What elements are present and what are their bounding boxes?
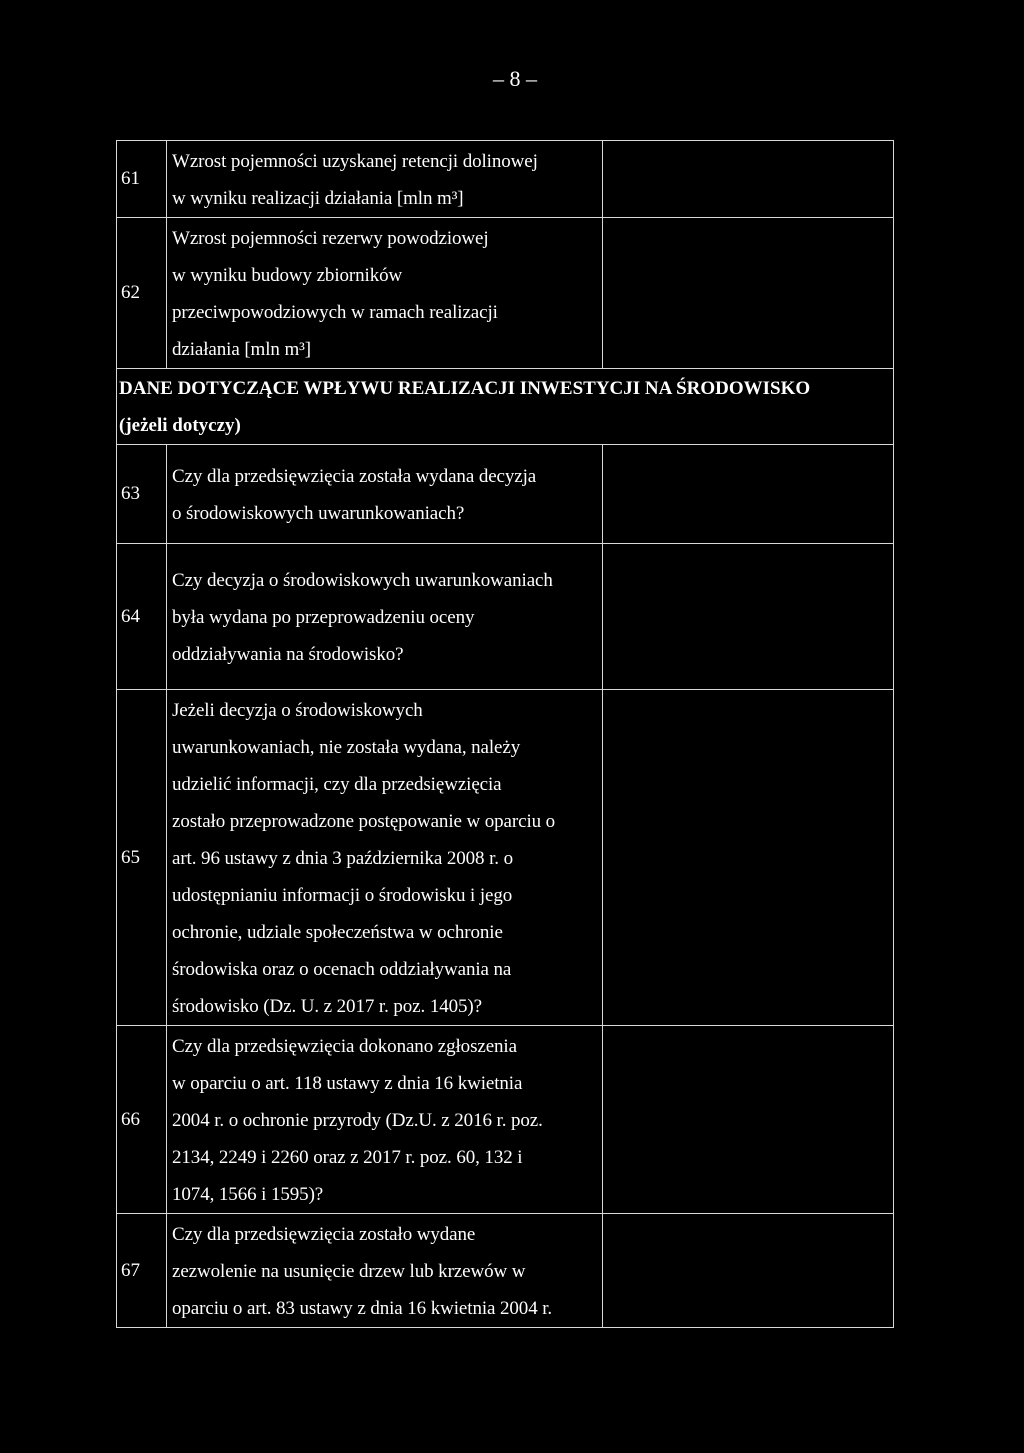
question-line: przeciwpowodziowych w ramach realizacji — [172, 302, 498, 323]
question-cell — [167, 445, 603, 544]
question-line: ochronie, udziale społeczeństwa w ochronie — [172, 922, 503, 943]
question-line: art. 96 ustawy z dnia 3 października 2008 r. o — [172, 848, 513, 869]
question-line: środowiska oraz o ocenach oddziaływania na — [172, 959, 512, 980]
question-cell — [167, 141, 603, 218]
answer-cell[interactable] — [603, 1214, 894, 1328]
question-cell — [167, 218, 603, 369]
question-line: była wydana po przeprowadzeniu oceny — [172, 607, 475, 628]
question-line: oparciu o art. 83 ustawy z dnia 16 kwietnia 2004 r. — [172, 1298, 553, 1319]
table-row-64 — [117, 544, 894, 690]
page-number: – 8 – — [493, 66, 537, 91]
question-line: Czy dla przedsięwzięcia dokonano zgłoszenia — [172, 1036, 517, 1057]
question-line: oddziaływania na środowisko? — [172, 644, 404, 665]
question-cell — [167, 690, 603, 1026]
question-line: o środowiskowych uwarunkowaniach? — [172, 503, 465, 524]
question-line: Czy dla przedsięwzięcia zostało wydane — [172, 1224, 476, 1245]
row-number: 67 — [117, 1214, 167, 1328]
section-subtitle: (jeżeli dotyczy) — [119, 415, 241, 436]
row-number: 61 — [117, 141, 167, 218]
question-line: działania [mln m³] — [172, 339, 311, 360]
question-line: Czy dla przedsięwzięcia została wydana decyzja — [172, 466, 537, 487]
row-number: 66 — [117, 1026, 167, 1214]
question-line: Jeżeli decyzja o środowiskowych — [172, 700, 423, 721]
question-cell — [167, 1026, 603, 1214]
question-line: środowisko (Dz. U. z 2017 r. poz. 1405)? — [172, 996, 482, 1017]
table-row-67 — [117, 1214, 894, 1328]
question-line: zezwolenie na usunięcie drzew lub krzewów w — [172, 1261, 526, 1282]
question-line: Wzrost pojemności rezerwy powodziowej — [172, 228, 489, 249]
section-title: DANE DOTYCZĄCE WPŁYWU REALIZACJI INWESTYCJI NA ŚRODOWISKO — [119, 378, 811, 399]
question-line: w wyniku realizacji działania [mln m³] — [172, 188, 464, 209]
question-line: w oparciu o art. 118 ustawy z dnia 16 kwietnia — [172, 1073, 523, 1094]
answer-cell[interactable] — [603, 690, 894, 1026]
row-number: 64 — [117, 544, 167, 690]
question-cell — [167, 1214, 603, 1328]
question-line: udostępnianiu informacji o środowisku i jego — [172, 885, 513, 906]
question-line: uwarunkowaniach, nie została wydana, należy — [172, 737, 521, 758]
question-line: 2134, 2249 i 2260 oraz z 2017 r. poz. 60, 132 i — [172, 1147, 523, 1168]
answer-cell[interactable] — [603, 141, 894, 218]
answer-cell[interactable] — [603, 544, 894, 690]
section-header-row — [117, 369, 894, 445]
section-header — [117, 369, 894, 445]
question-line: w wyniku budowy zbiorników — [172, 265, 403, 286]
row-number: 63 — [117, 445, 167, 544]
answer-cell[interactable] — [603, 1026, 894, 1214]
answer-cell[interactable] — [603, 218, 894, 369]
question-cell — [167, 544, 603, 690]
row-number: 65 — [117, 690, 167, 1026]
question-line: Czy decyzja o środowiskowych uwarunkowaniach — [172, 570, 553, 591]
table-row-61 — [117, 141, 894, 218]
table-row-65 — [117, 690, 894, 1026]
row-number: 62 — [117, 218, 167, 369]
table-row-62 — [117, 218, 894, 369]
answer-cell[interactable] — [603, 445, 894, 544]
question-line: zostało przeprowadzone postępowanie w oparciu o — [172, 811, 556, 832]
table-row-63 — [117, 445, 894, 544]
question-line: 2004 r. o ochronie przyrody (Dz.U. z 2016 r. poz. — [172, 1110, 543, 1131]
table-row-66 — [117, 1026, 894, 1214]
form-table — [116, 140, 894, 1328]
question-line: udzielić informacji, czy dla przedsięwzięcia — [172, 774, 502, 795]
question-line: Wzrost pojemności uzyskanej retencji dolinowej — [172, 151, 538, 172]
question-line: 1074, 1566 i 1595)? — [172, 1184, 324, 1205]
